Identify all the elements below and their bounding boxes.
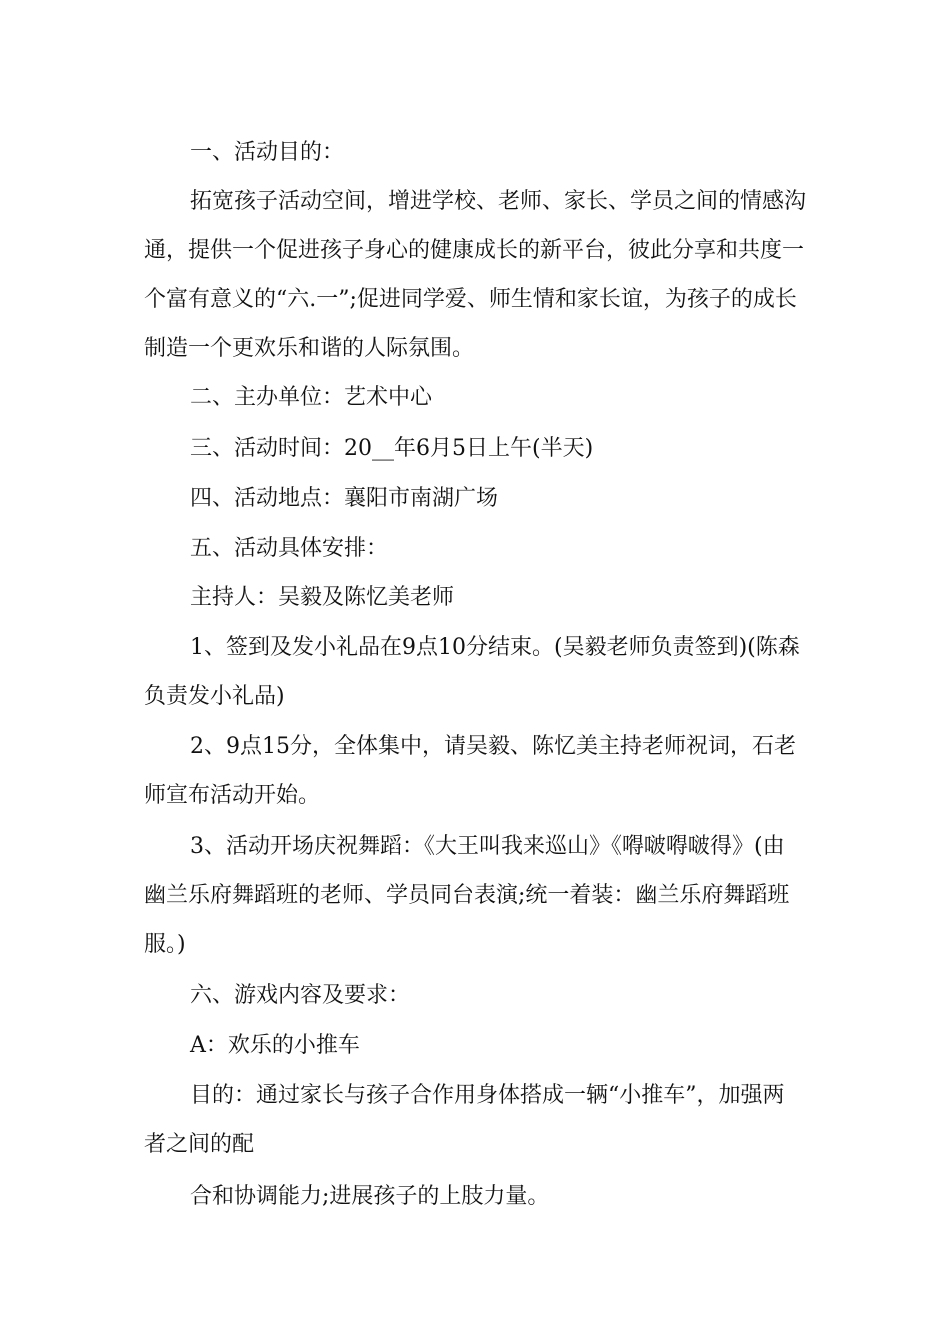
paragraph-item-2: 2、9点15分，全体集中，请吴毅、陈忆美主持老师祝词，石老师宣布活动开始。 (144, 734, 796, 808)
section-heading-time: 三、活动时间：20__年6月5日上午(半天) (190, 436, 594, 461)
paragraph-game-a-title: A：欢乐的小推车 (190, 1033, 360, 1058)
paragraph-item-3: 3、活动开场庆祝舞蹈：《大王叫我来巡山》《嘚啵嘚啵得》(由幽兰乐府舞蹈班的老师、学员同台表演;统一着装：幽兰乐府舞蹈班服。) (144, 834, 790, 957)
paragraph-item-1: 1、签到及发小礼品在9点10分结束。(吴毅老师负责签到)(陈森负责发小礼品) (144, 635, 800, 709)
section-heading-location: 四、活动地点：襄阳市南湖广场 (190, 486, 499, 511)
paragraph-game-a-purpose: 目的：通过家长与孩子合作用身体搭成一辆“小推车”，加强两者之间的配 (144, 1083, 785, 1157)
section-heading-arrangement: 五、活动具体安排： (190, 536, 389, 561)
paragraph-hosts: 主持人：吴毅及陈忆美老师 (190, 585, 455, 610)
section-heading-games: 六、游戏内容及要求： (190, 983, 411, 1008)
section-heading-organizer: 二、主办单位：艺术中心 (190, 385, 433, 410)
paragraph-game-a-purpose-continued: 合和协调能力;进展孩子的上肢力量。 (190, 1184, 550, 1209)
paragraph-purpose-body: 拓宽孩子活动空间，增进学校、老师、家长、学员之间的情感沟通，提供一个促进孩子身心的健康成长的新平台，彼此分享和共度一个富有意义的“六.一”;促进同学爱、师生情和家长谊，为孩子的成长制造一个更欢乐和谐的人际氛围。 (144, 189, 807, 361)
section-heading-purpose: 一、活动目的： (190, 140, 345, 165)
